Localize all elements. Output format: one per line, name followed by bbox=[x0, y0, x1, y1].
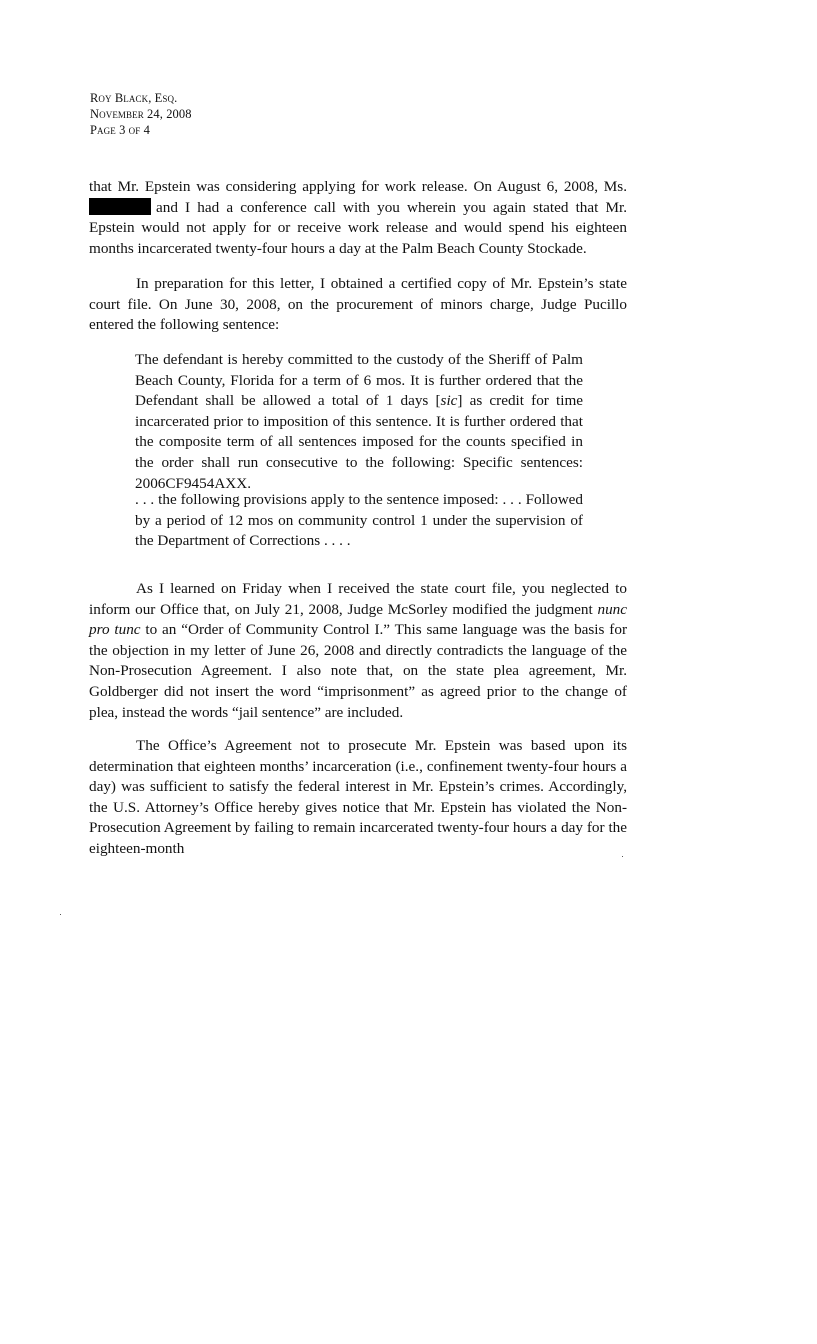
paragraph-court-file bbox=[89, 274, 627, 336]
redacted-name-block bbox=[89, 198, 151, 215]
quote-text: . . . the following provisions apply to the sentence imposed: . . . Followed by a period of 12 mos on community control 1 under the supervision of the Department of Corrections . . . . bbox=[135, 491, 583, 550]
paragraph-violation-notice bbox=[89, 736, 627, 860]
latin-phrase-italic: nunc pro tunc bbox=[89, 600, 627, 639]
quote-text-continued: ] as credit for time incarcerated prior to imposition of this sentence. It is further ordered that the composite term of all sentences imposed for the counts specified in the order shall run consecutive to the following: Specific sentences: 2006CF9454AXX. bbox=[135, 392, 583, 492]
paragraph-text: The Office’s Agreement not to prosecute Mr. Epstein was based upon its determination that eighteen months’ incarceration (i.e., confinement twenty-four hours a day) was sufficient to satisfy the federal interest in Mr. Epstein’s crimes. Accordingly, the U.S. Attorney’s Office hereby gives notice that Mr. Epstein has violated the Non-Prosecution Agreement by failing to remain incarcerated twenty-four hours a day for the eighteen-month bbox=[89, 737, 627, 857]
letter-header bbox=[90, 90, 192, 138]
paragraph-work-release bbox=[89, 177, 627, 259]
header-page-number: Page 3 of 4 bbox=[90, 123, 150, 137]
paragraph-nunc-pro-tunc bbox=[89, 579, 627, 723]
paragraph-text: As I learned on Friday when I received the state court file, you neglected to inform our Office that, on July 21, 2008, Judge McSorley modified the judgment bbox=[89, 580, 627, 618]
block-quote-provisions bbox=[135, 490, 583, 552]
scan-speck bbox=[622, 856, 623, 857]
paragraph-text: that Mr. Epstein was considering applying for work release. On August 6, 2008, Ms. bbox=[89, 178, 627, 195]
paragraph-text-continued: and I had a conference call with you wherein you again stated that Mr. Epstein would not apply for or receive work release and would spend his eighteen months incarcerated twenty-four hours a day at the Palm Beach County Stockade. bbox=[89, 198, 627, 257]
scan-speck bbox=[60, 914, 61, 915]
paragraph-text-continued: to an “Order of Community Control I.” This same language was the basis for the objection in my letter of June 26, 2008 and directly contradicts the language of the Non-Prosecution Agreement. I also note that, on the state plea agreement, Mr. Goldberger did not insert the word “imprisonment” as agreed prior to the change of plea, instead the words “jail sentence” are included. bbox=[89, 621, 627, 721]
block-quote-sentence bbox=[135, 350, 583, 494]
quote-sic-italic: sic bbox=[440, 392, 458, 410]
header-date: November 24, 2008 bbox=[90, 107, 192, 121]
quote-text: The defendant is hereby committed to the custody of the Sheriff of Palm Beach County, Florida for a term of 6 mos. It is further ordered that the Defendant shall be allowed a total of 1 days [ bbox=[135, 351, 583, 410]
paragraph-text: In preparation for this letter, I obtained a certified copy of Mr. Epstein’s state court file. On June 30, 2008, on the procurement of minors charge, Judge Pucillo entered the following sentence: bbox=[89, 275, 627, 334]
header-recipient: Roy Black, Esq. bbox=[90, 91, 178, 105]
